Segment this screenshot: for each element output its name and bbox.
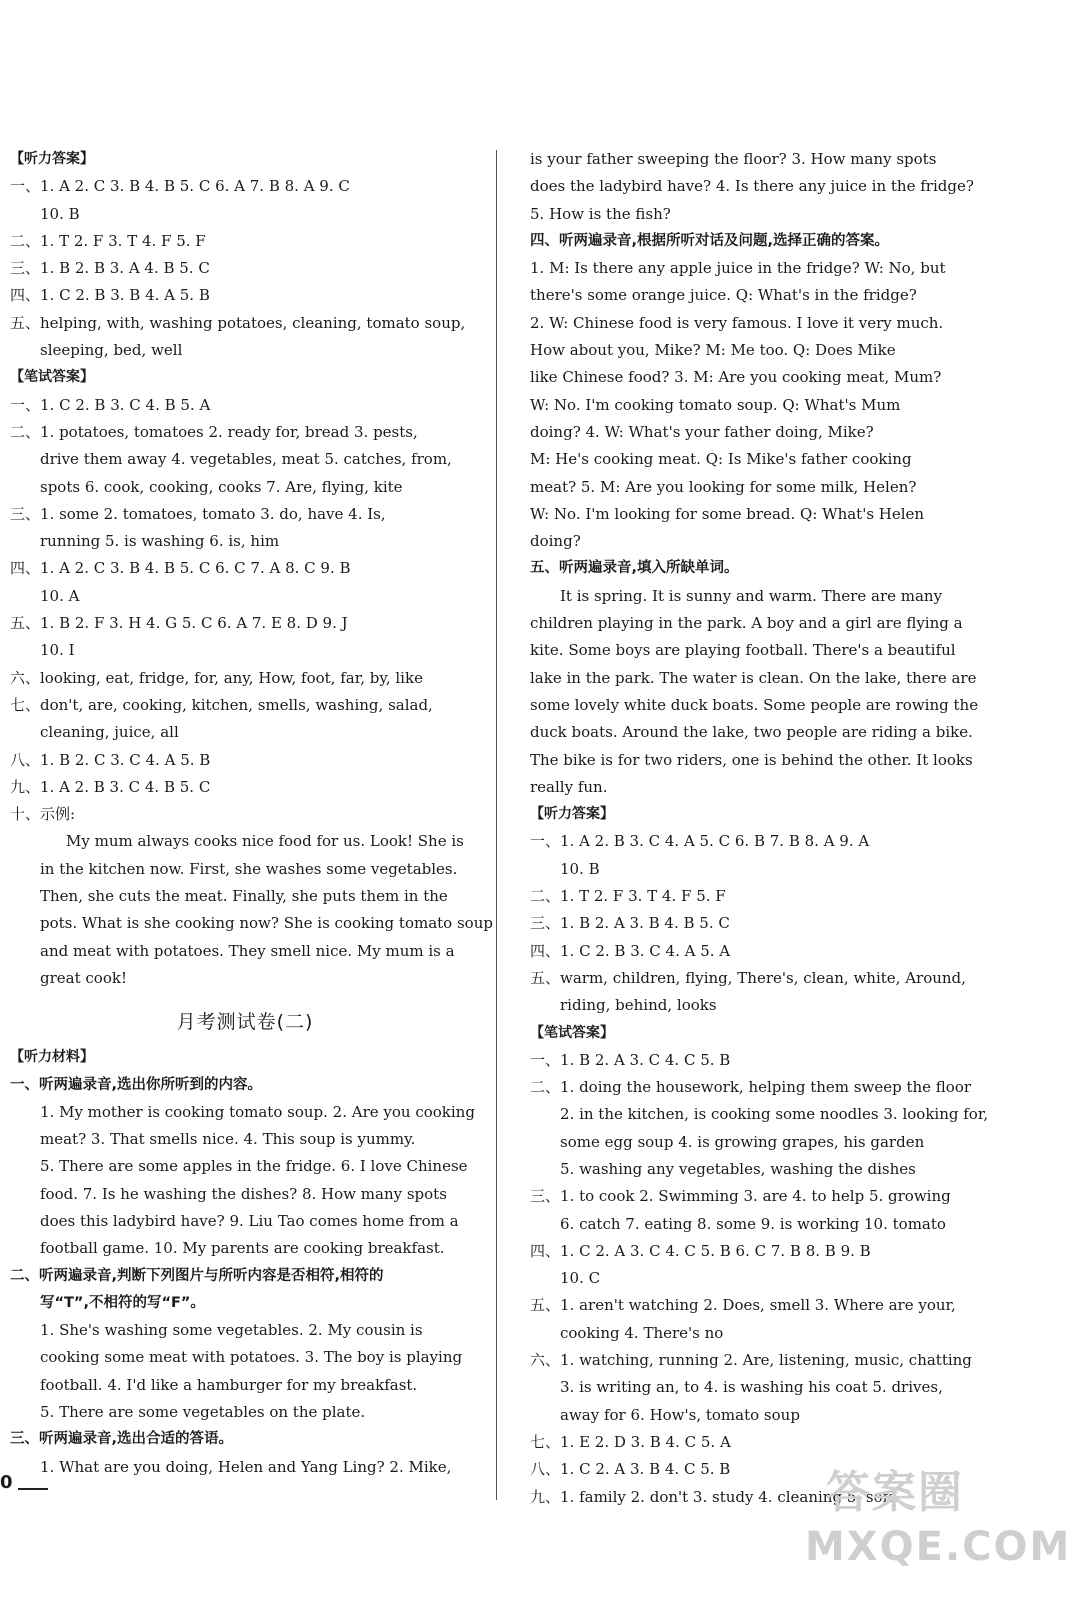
left-text-line: 一、听两遍录音,选出你所听到的内容。 bbox=[10, 1076, 263, 1093]
right-text-line: doing? bbox=[530, 532, 581, 551]
right-text-line: 五、听两遍录音,填入所缺单词。 bbox=[530, 560, 739, 577]
left-text-line: running 5. is washing 6. is, him bbox=[40, 532, 280, 551]
right-text-line: duck boats. Around the lake, two people are riding a bike. bbox=[530, 723, 973, 742]
left-text-line: 10. A bbox=[40, 586, 80, 605]
left-text-line: and meat with potatoes. They smell nice. My mum is a bbox=[40, 941, 455, 960]
right-text-line: some egg soup 4. is growing grapes, his garden bbox=[560, 1132, 925, 1151]
right-text-line: How about you, Mike? M: Me too. Q: Does Mike bbox=[530, 341, 896, 360]
right-text-line: kite. Some boys are playing football. There's a beautiful bbox=[530, 641, 956, 660]
left-text-line: cleaning, juice, all bbox=[40, 723, 179, 742]
left-text-line: 三、1. some 2. tomatoes, tomato 3. do, have 4. Is, bbox=[10, 504, 386, 523]
left-text-line: Then, she cuts the meat. Finally, she puts them in the bbox=[40, 887, 448, 906]
page-number-rule bbox=[18, 1488, 48, 1490]
right-text-line: 五、1. aren't watching 2. Does, smell 3. Where are your, bbox=[530, 1296, 956, 1315]
left-text-line: 八、1. B 2. C 3. C 4. A 5. B bbox=[10, 750, 211, 769]
right-text-line: 四、听两遍录音,根据所听对话及问题,选择正确的答案。 bbox=[530, 232, 890, 249]
left-text-line: 五、helping, with, washing potatoes, cleaning, tomato soup, bbox=[10, 313, 466, 332]
right-text-line: 六、1. watching, running 2. Are, listening, music, chatting bbox=[530, 1351, 972, 1370]
left-text-line: 5. There are some vegetables on the plate. bbox=[40, 1403, 366, 1422]
page-number: 0 bbox=[0, 1472, 13, 1493]
right-text-line: children playing in the park. A boy and a girl are flying a bbox=[530, 614, 963, 633]
left-text-line: football game. 10. My parents are cooking breakfast. bbox=[40, 1239, 445, 1258]
left-text-line: 五、1. B 2. F 3. H 4. G 5. C 6. A 7. E 8. D 9. J bbox=[10, 614, 348, 633]
left-text-line: 一、1. C 2. B 3. C 4. B 5. A bbox=[10, 395, 211, 414]
right-text-line: 1. M: Is there any apple juice in the fridge? W: No, but bbox=[530, 259, 946, 278]
left-text-line: 【听力材料】 bbox=[10, 1049, 94, 1066]
left-text-line: 九、1. A 2. B 3. C 4. B 5. C bbox=[10, 777, 211, 796]
left-text-line: cooking some meat with potatoes. 3. The boy is playing bbox=[40, 1348, 463, 1367]
left-text-line: 1. My mother is cooking tomato soup. 2. Are you cooking bbox=[40, 1102, 475, 1121]
left-column bbox=[10, 146, 493, 1481]
watermark-text: 答案圈 bbox=[826, 1467, 964, 1518]
right-text-line: 一、1. A 2. B 3. C 4. A 5. C 6. B 7. B 8. A 9. A bbox=[530, 832, 870, 851]
left-text-line: meat? 3. That smells nice. 4. This soup is yummy. bbox=[40, 1130, 416, 1149]
right-text-line: 九、1. family 2. don't 3. study 4. cleaning 5. sofa bbox=[530, 1487, 898, 1506]
left-text-line: 月考测试卷(二) bbox=[176, 1011, 314, 1034]
right-text-line: some lovely white duck boats. Some people are rowing the bbox=[530, 695, 979, 714]
right-text-line: 5. How is the fish? bbox=[530, 204, 671, 223]
left-text-line: does this ladybird have? 9. Liu Tao comes home from a bbox=[40, 1211, 459, 1230]
left-text-line: pots. What is she cooking now? She is cooking tomato soup bbox=[40, 914, 493, 933]
right-text-line: 二、1. doing the housework, helping them sweep the floor bbox=[530, 1078, 972, 1097]
right-text-line: there's some orange juice. Q: What's in the fridge? bbox=[530, 286, 917, 305]
watermark-url: MXQE.COM bbox=[805, 1524, 1071, 1570]
left-text-line: 六、looking, eat, fridge, for, any, How, foot, far, by, like bbox=[10, 668, 423, 687]
right-text-line: 四、1. C 2. A 3. C 4. C 5. B 6. C 7. B 8. B 9. B bbox=[530, 1241, 871, 1260]
left-text-line: 三、听两遍录音,选出合适的答语。 bbox=[10, 1431, 234, 1448]
right-text-line: is your father sweeping the floor? 3. How many spots bbox=[530, 150, 937, 168]
right-text-line: 【听力答案】 bbox=[530, 806, 614, 823]
right-text-line: 一、1. B 2. A 3. C 4. C 5. B bbox=[530, 1050, 731, 1069]
right-text-line: away for 6. How's, tomato soup bbox=[560, 1405, 800, 1424]
right-text-line: 2. W: Chinese food is very famous. I love it very much. bbox=[530, 313, 944, 332]
right-text-line: 【笔试答案】 bbox=[530, 1024, 614, 1041]
right-text-line: 七、1. E 2. D 3. B 4. C 5. A bbox=[530, 1432, 731, 1451]
right-text-line: doing? 4. W: What's your father doing, Mike? bbox=[530, 422, 874, 441]
left-text-line: 四、1. A 2. C 3. B 4. B 5. C 6. C 7. A 8. C 9. B bbox=[10, 559, 351, 578]
left-text-line: 三、1. B 2. B 3. A 4. B 5. C bbox=[10, 259, 210, 278]
left-text-line: 一、1. A 2. C 3. B 4. B 5. C 6. A 7. B 8. A 9. C bbox=[10, 177, 350, 196]
right-text-line: meat? 5. M: Are you looking for some milk, Helen? bbox=[530, 477, 917, 496]
left-text-line: 四、1. C 2. B 3. B 4. A 5. B bbox=[10, 286, 210, 305]
right-text-line: cooking 4. There's no bbox=[560, 1323, 724, 1342]
right-text-line: It is spring. It is sunny and warm. There are many bbox=[560, 586, 943, 605]
right-text-line: 八、1. C 2. A 3. B 4. C 5. B bbox=[530, 1460, 731, 1479]
right-text-line: 3. is writing an, to 4. is washing his coat 5. drives, bbox=[560, 1378, 943, 1397]
left-text-line: 1. She's washing some vegetables. 2. My cousin is bbox=[40, 1321, 423, 1340]
left-text-line: 二、听两遍录音,判断下列图片与所听内容是否相符,相符的 bbox=[10, 1267, 384, 1284]
left-text-line: 二、1. potatoes, tomatoes 2. ready for, bread 3. pests, bbox=[10, 422, 418, 441]
left-text-line: 十、示例: bbox=[10, 805, 76, 824]
right-text-line: riding, behind, looks bbox=[560, 996, 717, 1015]
right-text-line: W: No. I'm looking for some bread. Q: What's Helen bbox=[530, 504, 925, 523]
left-text-line: 10. B bbox=[40, 204, 80, 223]
left-text-line: sleeping, bed, well bbox=[40, 341, 183, 360]
right-text-line: like Chinese food? 3. M: Are you cooking meat, Mum? bbox=[530, 368, 942, 387]
right-column bbox=[530, 146, 989, 1511]
column-divider bbox=[496, 150, 497, 1500]
right-text-line: 五、warm, children, flying, There's, clean, white, Around, bbox=[530, 968, 966, 987]
left-text-line: 七、don't, are, cooking, kitchen, smells, washing, salad, bbox=[10, 695, 433, 714]
left-text-line: 1. What are you doing, Helen and Yang Ling? 2. Mike, bbox=[40, 1457, 452, 1476]
right-text-line: W: No. I'm cooking tomato soup. Q: What's Mum bbox=[530, 395, 901, 414]
left-text-line: drive them away 4. vegetables, meat 5. catches, from, bbox=[40, 450, 452, 469]
left-text-line: 【笔试答案】 bbox=[10, 369, 94, 386]
left-text-line: food. 7. Is he washing the dishes? 8. How many spots bbox=[40, 1184, 447, 1203]
right-text-line: 6. catch 7. eating 8. some 9. is working 10. tomato bbox=[560, 1214, 946, 1233]
left-text-line: great cook! bbox=[40, 968, 127, 987]
left-text-line: spots 6. cook, cooking, cooks 7. Are, flying, kite bbox=[40, 477, 403, 496]
right-text-line: 四、1. C 2. B 3. C 4. A 5. A bbox=[530, 941, 731, 960]
left-text-line: in the kitchen now. First, she washes some vegetables. bbox=[40, 859, 458, 878]
left-text-line: My mum always cooks nice food for us. Look! She is bbox=[66, 832, 464, 851]
right-text-line: really fun. bbox=[530, 777, 608, 796]
right-text-line: 三、1. to cook 2. Swimming 3. are 4. to help 5. growing bbox=[530, 1187, 951, 1206]
right-text-line: 三、1. B 2. A 3. B 4. B 5. C bbox=[530, 914, 730, 933]
left-text-line: 【听力答案】 bbox=[10, 151, 94, 167]
right-text-line: 10. C bbox=[560, 1269, 601, 1288]
left-text-line: 10. I bbox=[40, 641, 75, 660]
right-text-line: lake in the park. The water is clean. On the lake, there are bbox=[530, 668, 977, 687]
right-text-line: 二、1. T 2. F 3. T 4. F 5. F bbox=[530, 887, 726, 906]
left-text-line: 5. There are some apples in the fridge. 6. I love Chinese bbox=[40, 1157, 468, 1176]
left-text-line: 二、1. T 2. F 3. T 4. F 5. F bbox=[10, 231, 206, 250]
left-text-line: football. 4. I'd like a hamburger for my breakfast. bbox=[40, 1375, 418, 1394]
right-text-line: The bike is for two riders, one is behind the other. It looks bbox=[530, 750, 973, 769]
watermark-logo bbox=[805, 1450, 1071, 1590]
right-text-line: 2. in the kitchen, is cooking some noodles 3. looking for, bbox=[560, 1105, 989, 1124]
right-text-line: does the ladybird have? 4. Is there any juice in the fridge? bbox=[530, 177, 974, 196]
right-text-line: 5. washing any vegetables, washing the dishes bbox=[560, 1159, 916, 1178]
right-text-line: M: He's cooking meat. Q: Is Mike's father cooking bbox=[530, 450, 912, 469]
left-text-line: 写“T”,不相符的写“F”。 bbox=[40, 1294, 205, 1311]
right-text-line: 10. B bbox=[560, 859, 600, 878]
